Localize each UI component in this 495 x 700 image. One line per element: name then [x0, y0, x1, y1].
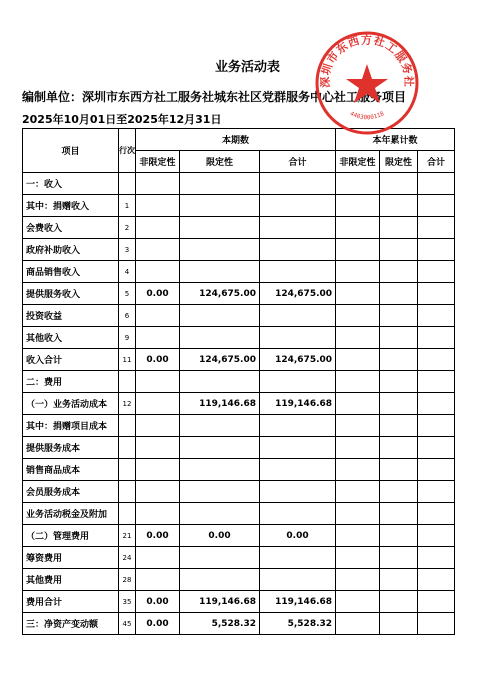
- cell-restricted: 5,528.32: [180, 613, 260, 635]
- cell-total: 119,146.68: [260, 393, 336, 415]
- row-label: 会员服务成本: [23, 481, 119, 503]
- cell-total: [260, 459, 336, 481]
- cell-ytd-restricted: [380, 217, 418, 239]
- cell-ytd-total: [418, 525, 455, 547]
- cell-unrestricted: [136, 459, 180, 481]
- row-line: 1: [119, 195, 136, 217]
- cell-ytd-restricted: [380, 393, 418, 415]
- row-label: 其他费用: [23, 569, 119, 591]
- cell-ytd-restricted: [380, 613, 418, 635]
- cell-ytd-total: [418, 305, 455, 327]
- table-row: [23, 327, 455, 349]
- cell-total: 124,675.00: [260, 349, 336, 371]
- table-row: [23, 569, 455, 591]
- row-label: 提供服务收入: [23, 283, 119, 305]
- cell-restricted: 124,675.00: [180, 283, 260, 305]
- cell-total: [260, 371, 336, 393]
- cell-restricted: [180, 503, 260, 525]
- table-row: [23, 481, 455, 503]
- row-label: 其他收入: [23, 327, 119, 349]
- cell-ytd-total: [418, 349, 455, 371]
- row-line: 3: [119, 239, 136, 261]
- cell-ytd-unrestricted: [336, 173, 380, 195]
- cell-unrestricted: [136, 261, 180, 283]
- row-label: 业务活动税金及附加: [23, 503, 119, 525]
- header-year-to-date: 本年累计数: [336, 129, 455, 151]
- row-label: 投资收益: [23, 305, 119, 327]
- cell-ytd-unrestricted: [336, 327, 380, 349]
- cell-ytd-total: [418, 415, 455, 437]
- cell-ytd-unrestricted: [336, 525, 380, 547]
- row-label: 商品销售收入: [23, 261, 119, 283]
- cell-restricted: [180, 371, 260, 393]
- row-label: 其中：捐赠收入: [23, 195, 119, 217]
- header-current-restricted: 限定性: [180, 151, 260, 173]
- cell-restricted: 124,675.00: [180, 349, 260, 371]
- cell-ytd-unrestricted: [336, 437, 380, 459]
- cell-ytd-restricted: [380, 261, 418, 283]
- cell-ytd-total: [418, 591, 455, 613]
- row-line: [119, 437, 136, 459]
- cell-ytd-restricted: [380, 503, 418, 525]
- cell-unrestricted: [136, 239, 180, 261]
- table-row: [23, 173, 455, 195]
- cell-ytd-restricted: [380, 415, 418, 437]
- row-line: 2: [119, 217, 136, 239]
- cell-ytd-unrestricted: [336, 547, 380, 569]
- table-row: [23, 393, 455, 415]
- cell-unrestricted: [136, 393, 180, 415]
- row-line: [119, 173, 136, 195]
- row-line: 21: [119, 525, 136, 547]
- cell-unrestricted: [136, 481, 180, 503]
- table-row: [23, 547, 455, 569]
- cell-ytd-restricted: [380, 591, 418, 613]
- official-seal: [312, 28, 422, 138]
- seal-star: [346, 64, 388, 103]
- cell-restricted: [180, 217, 260, 239]
- header-ytd-total: 合计: [418, 151, 455, 173]
- cell-ytd-unrestricted: [336, 459, 380, 481]
- row-label: （一）业务活动成本: [23, 393, 119, 415]
- row-line: 45: [119, 613, 136, 635]
- row-line: 9: [119, 327, 136, 349]
- cell-ytd-total: [418, 503, 455, 525]
- cell-ytd-unrestricted: [336, 613, 380, 635]
- row-line: [119, 503, 136, 525]
- cell-ytd-total: [418, 327, 455, 349]
- cell-ytd-unrestricted: [336, 217, 380, 239]
- cell-restricted: [180, 415, 260, 437]
- cell-unrestricted: [136, 217, 180, 239]
- cell-ytd-restricted: [380, 437, 418, 459]
- cell-restricted: [180, 481, 260, 503]
- row-label: 一：收入: [23, 173, 119, 195]
- cell-total: [260, 547, 336, 569]
- cell-total: [260, 173, 336, 195]
- cell-restricted: [180, 305, 260, 327]
- cell-ytd-total: [418, 173, 455, 195]
- cell-unrestricted: 0.00: [136, 613, 180, 635]
- row-label: 三：净资产变动额: [23, 613, 119, 635]
- cell-unrestricted: [136, 569, 180, 591]
- cell-total: 119,146.68: [260, 591, 336, 613]
- cell-ytd-restricted: [380, 349, 418, 371]
- organization-line: 编制单位：深圳市东西方社工服务社城东社区党群服务中心社工服务项目: [22, 90, 407, 104]
- cell-ytd-unrestricted: [336, 195, 380, 217]
- cell-ytd-unrestricted: [336, 591, 380, 613]
- cell-unrestricted: [136, 195, 180, 217]
- cell-ytd-total: [418, 437, 455, 459]
- cell-restricted: [180, 459, 260, 481]
- cell-unrestricted: [136, 547, 180, 569]
- cell-ytd-total: [418, 261, 455, 283]
- row-label: 政府补助收入: [23, 239, 119, 261]
- cell-unrestricted: 0.00: [136, 525, 180, 547]
- header-ytd-unrestricted: 非限定性: [336, 151, 380, 173]
- table-row: [23, 217, 455, 239]
- cell-ytd-total: [418, 393, 455, 415]
- cell-ytd-total: [418, 481, 455, 503]
- header-current-unrestricted: 非限定性: [136, 151, 180, 173]
- cell-total: [260, 437, 336, 459]
- cell-restricted: [180, 239, 260, 261]
- header-item: 项目: [23, 129, 119, 173]
- cell-total: 5,528.32: [260, 613, 336, 635]
- cell-unrestricted: [136, 415, 180, 437]
- cell-total: [260, 415, 336, 437]
- row-line: 24: [119, 547, 136, 569]
- cell-ytd-restricted: [380, 371, 418, 393]
- cell-ytd-unrestricted: [336, 239, 380, 261]
- row-label: 费用合计: [23, 591, 119, 613]
- cell-total: 124,675.00: [260, 283, 336, 305]
- seal-text: 深圳市东西方社工服务社: [318, 33, 416, 88]
- row-line: 6: [119, 305, 136, 327]
- cell-total: [260, 261, 336, 283]
- cell-ytd-restricted: [380, 327, 418, 349]
- cell-ytd-unrestricted: [336, 349, 380, 371]
- cell-total: [260, 481, 336, 503]
- cell-restricted: [180, 195, 260, 217]
- cell-ytd-unrestricted: [336, 393, 380, 415]
- cell-ytd-restricted: [380, 547, 418, 569]
- cell-ytd-total: [418, 371, 455, 393]
- cell-unrestricted: [136, 173, 180, 195]
- cell-unrestricted: [136, 371, 180, 393]
- document-title: 业务活动表: [214, 60, 280, 75]
- table-row: [23, 283, 455, 305]
- cell-restricted: [180, 547, 260, 569]
- cell-total: [260, 195, 336, 217]
- cell-ytd-unrestricted: [336, 305, 380, 327]
- table-row: [23, 349, 455, 371]
- cell-restricted: [180, 327, 260, 349]
- cell-unrestricted: [136, 437, 180, 459]
- row-label: 筹资费用: [23, 547, 119, 569]
- cell-ytd-unrestricted: [336, 261, 380, 283]
- cell-ytd-unrestricted: [336, 503, 380, 525]
- cell-ytd-total: [418, 195, 455, 217]
- cell-unrestricted: 0.00: [136, 283, 180, 305]
- cell-restricted: 119,146.68: [180, 393, 260, 415]
- cell-restricted: [180, 437, 260, 459]
- row-label: 销售商品成本: [23, 459, 119, 481]
- table-row: [23, 503, 455, 525]
- table-row: [23, 591, 455, 613]
- cell-ytd-restricted: [380, 305, 418, 327]
- cell-restricted: [180, 261, 260, 283]
- table-row: [23, 525, 455, 547]
- cell-ytd-total: [418, 283, 455, 305]
- table-row: [23, 195, 455, 217]
- period-line: 2025年10月01日至2025年12月31日: [22, 113, 222, 126]
- row-label: 会费收入: [23, 217, 119, 239]
- header-line: 行次: [119, 129, 136, 173]
- cell-unrestricted: [136, 503, 180, 525]
- cell-total: 0.00: [260, 525, 336, 547]
- table-row: [23, 239, 455, 261]
- cell-ytd-restricted: [380, 525, 418, 547]
- cell-unrestricted: 0.00: [136, 591, 180, 613]
- cell-ytd-restricted: [380, 569, 418, 591]
- row-line: [119, 371, 136, 393]
- cell-ytd-restricted: [380, 239, 418, 261]
- table-row: [23, 305, 455, 327]
- table-row: [23, 261, 455, 283]
- cell-total: [260, 217, 336, 239]
- row-line: 12: [119, 393, 136, 415]
- row-line: 11: [119, 349, 136, 371]
- cell-ytd-unrestricted: [336, 415, 380, 437]
- table-row: [23, 437, 455, 459]
- cell-restricted: [180, 569, 260, 591]
- cell-unrestricted: 0.00: [136, 349, 180, 371]
- table-row: [23, 459, 455, 481]
- cell-ytd-unrestricted: [336, 371, 380, 393]
- row-line: [119, 459, 136, 481]
- cell-restricted: 119,146.68: [180, 591, 260, 613]
- cell-ytd-total: [418, 569, 455, 591]
- cell-total: [260, 239, 336, 261]
- cell-ytd-restricted: [380, 173, 418, 195]
- row-label: 其中：捐赠项目成本: [23, 415, 119, 437]
- row-label: 提供服务成本: [23, 437, 119, 459]
- row-line: [119, 415, 136, 437]
- cell-unrestricted: [136, 327, 180, 349]
- row-label: （二）管理费用: [23, 525, 119, 547]
- cell-restricted: [180, 173, 260, 195]
- table-row: [23, 415, 455, 437]
- header-ytd-restricted: 限定性: [380, 151, 418, 173]
- cell-total: [260, 327, 336, 349]
- row-label: 二：费用: [23, 371, 119, 393]
- seal-code: 4403000118: [348, 110, 386, 122]
- cell-ytd-unrestricted: [336, 569, 380, 591]
- row-line: 4: [119, 261, 136, 283]
- table-row: [23, 613, 455, 635]
- row-line: 28: [119, 569, 136, 591]
- table-row: [23, 371, 455, 393]
- row-line: 35: [119, 591, 136, 613]
- header-current-period: 本期数: [136, 129, 336, 151]
- cell-ytd-total: [418, 217, 455, 239]
- cell-ytd-total: [418, 239, 455, 261]
- cell-ytd-restricted: [380, 195, 418, 217]
- cell-total: [260, 305, 336, 327]
- cell-ytd-restricted: [380, 283, 418, 305]
- cell-total: [260, 503, 336, 525]
- cell-ytd-unrestricted: [336, 283, 380, 305]
- row-label: 收入合计: [23, 349, 119, 371]
- cell-ytd-restricted: [380, 459, 418, 481]
- cell-ytd-total: [418, 613, 455, 635]
- activity-table: [22, 128, 455, 635]
- header-current-total: 合计: [260, 151, 336, 173]
- cell-unrestricted: [136, 305, 180, 327]
- cell-ytd-restricted: [380, 481, 418, 503]
- cell-ytd-unrestricted: [336, 481, 380, 503]
- cell-ytd-total: [418, 547, 455, 569]
- cell-ytd-total: [418, 459, 455, 481]
- cell-restricted: 0.00: [180, 525, 260, 547]
- cell-total: [260, 569, 336, 591]
- row-line: 5: [119, 283, 136, 305]
- row-line: [119, 481, 136, 503]
